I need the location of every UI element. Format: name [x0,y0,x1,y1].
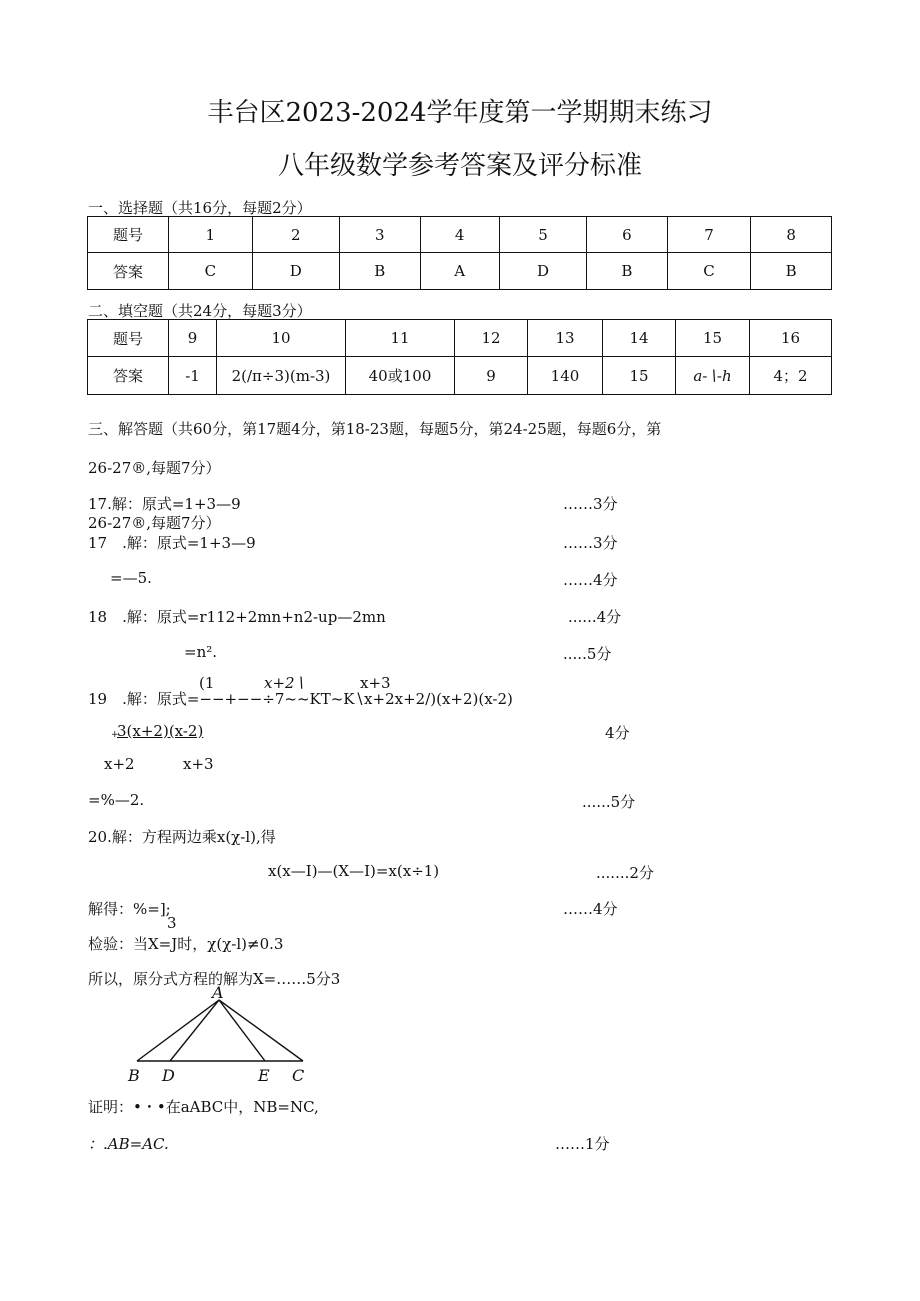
answer-cell: C [169,253,253,290]
question-number: 2 [252,217,339,253]
answer-cell: 140 [528,357,603,395]
q19-line: 19 .解：原式=−−+−−÷7~~KT~K∖x+2x+2/)(x+2)(x-2) [88,690,513,708]
answer-cell: -1 [169,357,217,395]
segment-ae [219,1000,265,1061]
q19-denominator: x+3 [183,755,214,773]
answer-cell: B [587,253,668,290]
question-number: 10 [217,320,346,357]
score-note: ......5分 [582,793,636,811]
point-label-a: A [212,985,224,1002]
answer-cell: D [252,253,339,290]
answer-cell: 4；2 [750,357,832,395]
question-number: 16 [750,320,832,357]
score-note: ……3分 [563,495,618,513]
triangle-figure [120,985,320,1085]
answer-cell: 40或100 [346,357,455,395]
question-number: 6 [587,217,668,253]
question-number: 3 [339,217,420,253]
q21-proof-line: 证明：•・•在aABC中，NB=NC, [88,1098,319,1116]
answer-cell: a-∖-h [676,357,750,395]
q20-conclusion: 所以，原分式方程的解为X=……5分3 [88,970,341,988]
row-label: 题号 [88,217,169,253]
question-number: 14 [603,320,676,357]
side-ac [219,1000,303,1061]
answer-cell: 9 [455,357,528,395]
row-label: 题号 [88,320,169,357]
point-label-d: D [162,1066,175,1085]
question-number: 13 [528,320,603,357]
q18-line: 18 .解：原式=r112+2mn+n2-up—2mn [88,608,386,626]
answer-cell: 2(/π÷3)(m-3) [217,357,346,395]
section3-heading: 三、解答题（共60分，第17题4分，第18-23题，每题5分，第24-25题，每题6分，第 [88,420,662,438]
choice-answer-table [87,216,832,290]
q19-superscript: (1 [199,674,215,692]
q20-solution-sub: 3 [167,914,177,932]
fill-answer-table [87,319,832,395]
table-row [88,357,832,395]
q21-proof-line: ：.AB=AC. [88,1135,169,1153]
section1-heading: 一、选择题（共16分，每题2分） [88,199,312,217]
table-row [88,217,832,253]
score-note: .....5分 [563,645,612,663]
answer-cell: B [751,253,832,290]
q18-result: =n². [184,643,218,661]
q20-check: 检验：当X=J时，χ(χ-l)≠0.3 [88,935,284,953]
score-note: ……1分 [555,1135,610,1153]
answer-cell: A [420,253,499,290]
q17-line: 17 .解：原式=1+3—9 [88,534,256,552]
row-label: 答案 [88,357,169,395]
q19-plus: + [111,730,119,740]
q19-superscript: x+3 [360,674,391,692]
question-number: 1 [169,217,253,253]
question-number: 9 [169,320,217,357]
q20-equation: x(x—I)—(X—I)=x(x÷1) [268,862,440,880]
q20-line: 20.解：方程两边乘x(χ-l),得 [88,828,276,846]
score-note: ……4分 [563,571,618,589]
point-label-c: C [292,1066,305,1085]
point-label-b: B [128,1066,140,1085]
score-note: 4分 [605,724,630,742]
section3-heading-cont: 26-27®,每题7分） [88,459,221,477]
question-number: 12 [455,320,528,357]
answer-cell: C [667,253,751,290]
page-subtitle: 八年级数学参考答案及评分标准 [277,151,642,181]
question-number: 8 [751,217,832,253]
section3-heading-dup: 26-27®,每题7分） [88,514,221,532]
q19-fraction-num: 3(x+2)(x-2) [117,722,204,740]
score-note: ......4分 [568,608,622,626]
score-note: ……3分 [563,534,618,552]
score-note: .......2分 [596,864,654,882]
question-number: 4 [420,217,499,253]
question-number: 7 [667,217,751,253]
table-row [88,253,832,290]
q17-line: 17.解：原式=1+3—9 [88,495,241,513]
q19-result: =%—2. [88,791,145,809]
row-label: 答案 [88,253,169,290]
section2-heading: 二、填空题（共24分，每题3分） [88,302,312,320]
point-label-e: E [258,1066,270,1085]
question-number: 15 [676,320,750,357]
q19-superscript: x+2∖ [264,674,305,692]
q19-denominator: x+2 [104,755,135,773]
answer-cell: B [339,253,420,290]
score-note: ……4分 [563,900,618,918]
page-title: 丰台区2023-2024学年度第一学期期末练习 [207,98,713,128]
q17-result: =—5. [110,569,152,587]
answer-cell: 15 [603,357,676,395]
table-row [88,320,832,357]
question-number: 11 [346,320,455,357]
question-number: 5 [499,217,586,253]
q20-solution: 解得：%=]; [88,900,171,918]
answer-cell: D [499,253,586,290]
